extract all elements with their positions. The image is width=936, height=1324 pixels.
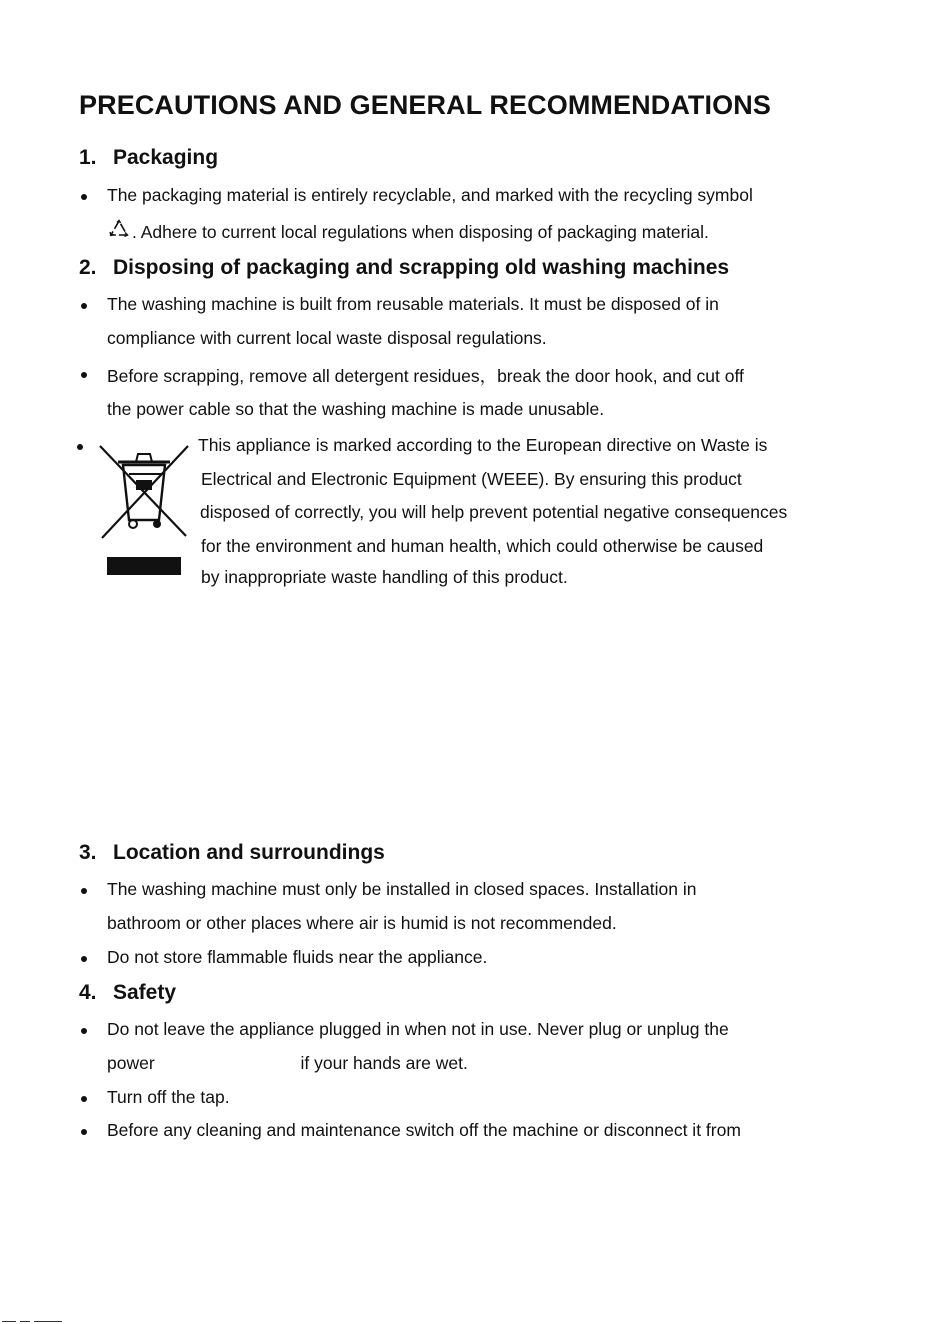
bullet — [81, 1096, 87, 1102]
bullet — [81, 303, 87, 309]
section-title: Disposing of packaging and scrapping old washing machines — [113, 256, 730, 279]
paragraph-line: compliance with current local waste disposal regulations. — [107, 328, 547, 348]
paragraph-line: This appliance is marked according to the European directive on Waste is — [198, 435, 768, 455]
bullet — [77, 444, 83, 450]
bullet — [81, 1129, 87, 1135]
paragraph-line: disposed of correctly, you will help prevent potential negative consequences — [200, 502, 788, 522]
scan-artifact — [20, 1321, 30, 1322]
section-number: 4. — [79, 981, 97, 1004]
paragraph-line: the power cable so that the washing machine is made unusable. — [107, 399, 605, 419]
paragraph-line: The washing machine is built from reusable materials. It must be disposed of in — [107, 294, 719, 314]
section-heading-safety — [79, 981, 176, 1005]
paragraph-line: Turn off the tap. — [107, 1087, 230, 1107]
paragraph-line: power if your hands are wet. — [107, 1053, 468, 1073]
bullet — [81, 194, 87, 200]
section-heading-disposing — [79, 256, 729, 280]
bullet — [81, 372, 87, 378]
paragraph-line: Electrical and Electronic Equipment (WEEE). By ensuring this product — [201, 469, 742, 489]
recycle-icon — [106, 219, 132, 239]
section-number: 3. — [79, 841, 97, 864]
paragraph-line: Do not leave the appliance plugged in when not in use. Never plug or unplug the — [107, 1019, 729, 1039]
paragraph-line: by inappropriate waste handling of this product. — [201, 567, 568, 587]
paragraph-line: Do not store flammable fluids near the appliance. — [107, 947, 488, 967]
paragraph-line: The packaging material is entirely recyclable, and marked with the recycling symbol — [107, 185, 753, 205]
scan-artifact — [34, 1321, 62, 1322]
section-heading-packaging — [79, 146, 218, 170]
paragraph-line: for the environment and human health, which could otherwise be caused — [201, 536, 764, 556]
paragraph-line: Before scrapping, remove all detergent residues，break the door hook, and cut off — [107, 366, 744, 386]
section-heading-location — [79, 841, 385, 865]
bullet — [81, 1028, 87, 1034]
section-number: 2. — [79, 256, 97, 279]
scan-artifact — [2, 1321, 16, 1322]
bullet — [81, 888, 87, 894]
section-number: 1. — [79, 146, 97, 169]
paragraph-line: bathroom or other places where air is humid is not recommended. — [107, 913, 617, 933]
section-title: Location and surroundings — [113, 841, 385, 864]
bullet — [81, 956, 87, 962]
paragraph-line: Before any cleaning and maintenance switch off the machine or disconnect it from — [107, 1120, 741, 1140]
paragraph-line: The washing machine must only be installed in closed spaces. Installation in — [107, 879, 697, 899]
paragraph-line: . Adhere to current local regulations when disposing of packaging material. — [132, 222, 709, 242]
page-title: PRECAUTIONS AND GENERAL RECOMMENDATIONS — [79, 90, 771, 120]
section-title: Safety — [113, 981, 177, 1004]
section-title: Packaging — [113, 146, 219, 169]
crossed-out-wheelie-bin-icon — [96, 440, 196, 580]
